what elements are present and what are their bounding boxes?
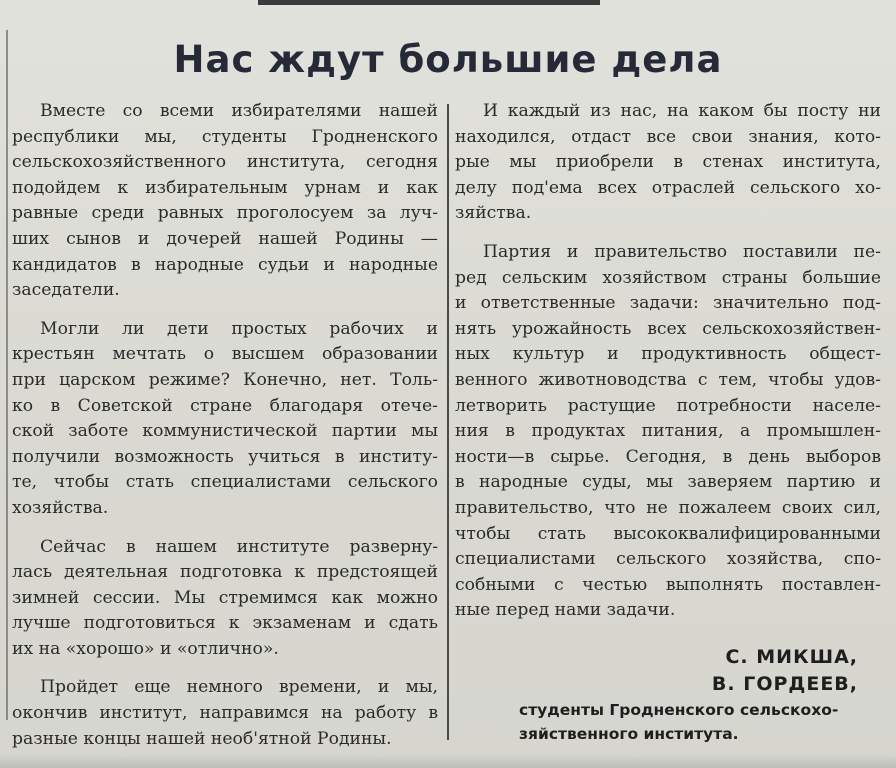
- text-line: ных культур и продуктивность общест-: [455, 344, 881, 365]
- column-divider: [447, 104, 449, 740]
- signature-name-2: В. ГОРДЕЕВ,: [711, 673, 858, 695]
- paragraph: [455, 240, 881, 624]
- text-line: в народные суды, мы заверяем партию и: [455, 472, 881, 493]
- signature-name-1: С. МИКША,: [725, 646, 858, 668]
- text-line: ности—в сырье. Сегодня, в день выборов: [455, 446, 881, 467]
- text-line: их на «хорошо» и «отлично».: [12, 638, 279, 659]
- text-line: крестьян мечтать о высшем образовании: [12, 344, 438, 365]
- left-column: [12, 99, 438, 752]
- paragraph: [455, 99, 881, 227]
- text-line: Партия и правительство поставили пе-: [483, 241, 881, 262]
- signature-affiliation-line-2: зяйственного института.: [519, 725, 739, 743]
- text-line: Пройдет еще немного времени, и мы,: [40, 677, 438, 698]
- page-bottom-shadow: [0, 754, 896, 768]
- text-line: те, чтобы стать специалистами сельского: [12, 472, 438, 493]
- text-line: ской заботе коммунистической партии мы: [12, 421, 438, 442]
- text-line: подойдем к избирательным урнам и как: [12, 177, 438, 198]
- paragraph: [12, 99, 438, 304]
- paragraph: [12, 317, 438, 522]
- right-column: [455, 99, 881, 624]
- text-line: лась деятельная подготовка к предстоящей: [12, 562, 438, 583]
- text-line: делу под'ема всех отраслей сельского хо-: [455, 177, 881, 198]
- text-line: Могли ли дети простых рабочих и: [40, 318, 438, 339]
- text-line: специалистами сельского хозяйства, спо-: [455, 549, 881, 570]
- text-line: ко в Советской стране благодаря отече-: [12, 395, 438, 416]
- text-line: равные среди равных проголосуем за луч-: [12, 203, 438, 224]
- text-line: летворить растущие потребности населе-: [455, 395, 881, 416]
- paragraph: [12, 675, 438, 752]
- text-line: Вместе со всеми избирателями нашей: [40, 101, 438, 121]
- text-line: нять урожайность всех сельскохозяйствен-: [455, 318, 881, 339]
- text-line: рые мы приобрели в стенах института,: [455, 152, 881, 173]
- text-line: при царском режиме? Конечно, нет. Толь-: [12, 369, 438, 390]
- text-line: лучше подготовиться к экзаменам и сдать: [12, 613, 438, 634]
- text-line: И каждый из нас, на каком бы посту ни: [483, 101, 881, 121]
- text-line: венного животноводства с тем, чтобы удов-: [455, 369, 881, 390]
- top-rule: [258, 0, 600, 5]
- text-line: ред сельским хозяйством страны большие: [455, 267, 881, 288]
- paragraph: [12, 535, 438, 663]
- text-line: Сейчас в нашем институте развернy-: [40, 536, 438, 557]
- text-line: разные концы нашей необ'ятной Родины.: [12, 728, 392, 749]
- text-line: ших сынов и дочерей нашей Родины —: [12, 228, 438, 249]
- text-line: правительство, что не пожалеем своих сил,: [455, 497, 881, 518]
- text-line: хозяйства.: [12, 497, 109, 518]
- text-line: ния в продуктах питания, а промышлен-: [455, 421, 881, 442]
- text-line: получили возможность учиться в институ-: [12, 446, 438, 467]
- text-line: заседатели.: [12, 280, 120, 301]
- text-line: ные перед нами задачи.: [455, 600, 676, 621]
- text-line: окончив институт, направимся на работу в: [12, 703, 438, 724]
- text-line: зяйства.: [455, 203, 532, 224]
- signature-affiliation-line-1: студенты Гродненского сельскохо-: [519, 701, 839, 719]
- text-line: республики мы, студенты Гродненского: [12, 126, 438, 147]
- text-line: находился, отдаст все свои знания, кото-: [455, 126, 881, 147]
- article-headline: Нас ждут большие дела: [173, 38, 723, 81]
- text-line: сельскохозяйственного института, сегодня: [12, 152, 438, 173]
- left-margin-rule: [6, 30, 8, 720]
- text-line: собными с честью выполнять поставлен-: [455, 574, 881, 595]
- text-line: кандидатов в народные судьи и народные: [12, 254, 438, 275]
- text-line: чтобы стать высококвалифицированными: [455, 523, 881, 544]
- text-line: зимней сессии. Мы стремимся как можно: [12, 587, 438, 608]
- text-line: и ответственные задачи: значительно под-: [455, 293, 881, 314]
